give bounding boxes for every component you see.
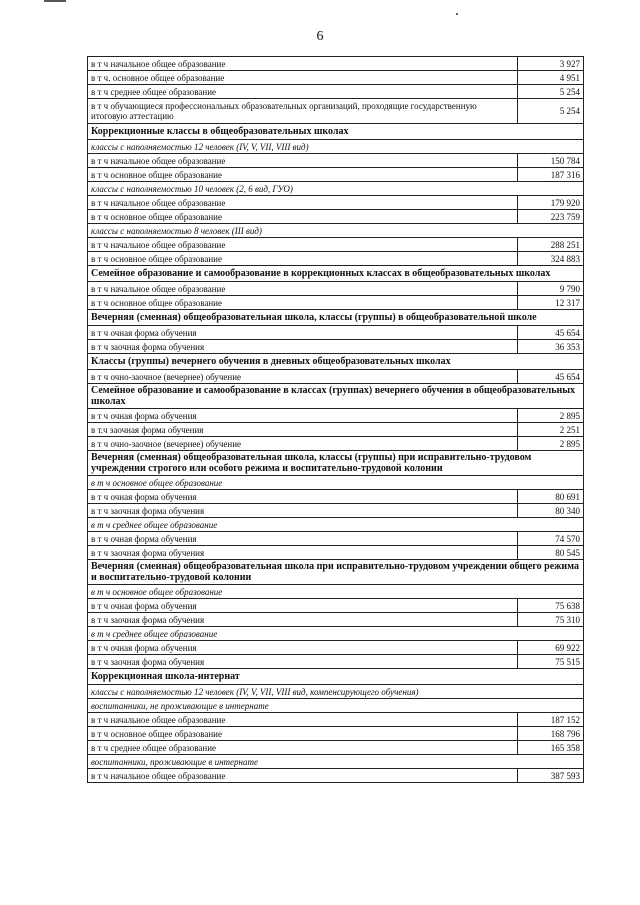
row-value: 75 638	[518, 599, 584, 613]
table-row	[88, 727, 584, 741]
subsection-label: классы с наполняемостью 10 человек (2, 6 вид, ГУО)	[88, 182, 584, 196]
subsection-label: в т ч среднее общее образование	[88, 518, 584, 532]
section-header-row	[88, 354, 584, 370]
table-row	[88, 196, 584, 210]
table-row	[88, 252, 584, 266]
section-title: Коррекционные классы в общеобразовательных школах	[88, 124, 584, 140]
table-row	[88, 546, 584, 560]
row-label: в т ч очная форма обучения	[88, 409, 518, 423]
subsection-row	[88, 140, 584, 154]
row-label: в т ч заочная форма обучения	[88, 546, 518, 560]
row-value: 36 353	[518, 340, 584, 354]
table-row	[88, 154, 584, 168]
section-title: Классы (группы) вечернего обучения в дневных общеобразовательных школах	[88, 354, 584, 370]
row-label: в т ч основное общее образование	[88, 210, 518, 224]
scan-mark	[44, 0, 66, 2]
subsection-label: в т ч основное общее образование	[88, 476, 584, 490]
row-label: в т ч очная форма обучения	[88, 599, 518, 613]
section-title: Вечерняя (сменная) общеобразовательная школа при исправительно-трудовом учреждении общего режима и воспитательно-трудовой колонии	[88, 560, 584, 585]
table-row	[88, 168, 584, 182]
subsection-row	[88, 699, 584, 713]
row-value: 80 691	[518, 490, 584, 504]
row-value: 168 796	[518, 727, 584, 741]
table-row	[88, 85, 584, 99]
subsection-row	[88, 518, 584, 532]
row-label: в т ч обучающиеся профессиональных образовательных организаций, проходящие государственную итоговую аттестацию	[88, 99, 518, 124]
row-value: 324 883	[518, 252, 584, 266]
table-row	[88, 340, 584, 354]
section-header-row	[88, 310, 584, 326]
row-label: в т ч заочная форма обучения	[88, 504, 518, 518]
cost-table	[87, 56, 584, 783]
row-label: в т ч начальное общее образование	[88, 713, 518, 727]
row-label: в т ч начальное общее образование	[88, 154, 518, 168]
subsection-label: классы с наполняемостью 8 человек (III вид)	[88, 224, 584, 238]
subsection-label: воспитанники, не проживающие в интернате	[88, 699, 584, 713]
section-title: Вечерняя (сменная) общеобразовательная школа, классы (группы) при исправительно-трудовом учреждении строгого или особого режима и воспитательно-трудовой колонии	[88, 451, 584, 476]
row-label: в т ч очная форма обучения	[88, 490, 518, 504]
row-value: 5 254	[518, 85, 584, 99]
subsection-row	[88, 182, 584, 196]
section-title: Вечерняя (сменная) общеобразовательная школа, классы (группы) в общеобразовательной школе	[88, 310, 584, 326]
row-label: в т ч среднее общее образование	[88, 85, 518, 99]
table-row	[88, 504, 584, 518]
table-row	[88, 282, 584, 296]
table-row	[88, 532, 584, 546]
row-value: 80 545	[518, 546, 584, 560]
subsection-label: классы с наполняемостью 12 человек (IV, V, VII, VIII вид)	[88, 140, 584, 154]
section-header-row	[88, 266, 584, 282]
section-title: Коррекционная школа-интернат	[88, 669, 584, 685]
section-header-row	[88, 451, 584, 476]
row-value: 2 251	[518, 423, 584, 437]
subsection-label: в т ч среднее общее образование	[88, 627, 584, 641]
row-value: 12 317	[518, 296, 584, 310]
row-label: в т ч заочная форма обучения	[88, 655, 518, 669]
row-label: в т.ч заочная форма обучения	[88, 423, 518, 437]
row-label: в т ч основное общее образование	[88, 168, 518, 182]
row-value: 4 951	[518, 71, 584, 85]
subsection-label: классы с наполняемостью 12 человек (IV, V, VII, VIII вид, компенсирующего обучения)	[88, 685, 584, 699]
table-row	[88, 613, 584, 627]
subsection-row	[88, 476, 584, 490]
table-row	[88, 370, 584, 384]
cost-table-body	[88, 57, 584, 783]
table-row	[88, 423, 584, 437]
table-row	[88, 599, 584, 613]
row-value: 5 254	[518, 99, 584, 124]
row-value: 165 358	[518, 741, 584, 755]
row-value: 387 593	[518, 769, 584, 783]
table-row	[88, 641, 584, 655]
row-value: 69 922	[518, 641, 584, 655]
row-label: в т ч основное общее образование	[88, 296, 518, 310]
table-row	[88, 57, 584, 71]
subsection-row	[88, 685, 584, 699]
row-value: 223 759	[518, 210, 584, 224]
row-label: в т ч начальное общее образование	[88, 57, 518, 71]
table-row	[88, 326, 584, 340]
row-value: 74 570	[518, 532, 584, 546]
row-value: 2 895	[518, 437, 584, 451]
row-value: 75 310	[518, 613, 584, 627]
row-label: в т ч очно-заочное (вечернее) обучение	[88, 370, 518, 384]
subsection-row	[88, 585, 584, 599]
subsection-row	[88, 627, 584, 641]
table-row	[88, 713, 584, 727]
subsection-row	[88, 755, 584, 769]
table-row	[88, 409, 584, 423]
table-row	[88, 71, 584, 85]
table-row	[88, 210, 584, 224]
row-label: в т ч очная форма обучения	[88, 641, 518, 655]
table-row	[88, 490, 584, 504]
table-row	[88, 741, 584, 755]
row-value: 80 340	[518, 504, 584, 518]
section-header-row	[88, 124, 584, 140]
row-value: 187 152	[518, 713, 584, 727]
subsection-row	[88, 224, 584, 238]
table-row	[88, 296, 584, 310]
row-label: в т ч очная форма обучения	[88, 326, 518, 340]
table-row	[88, 655, 584, 669]
section-header-row	[88, 560, 584, 585]
row-value: 2 895	[518, 409, 584, 423]
row-label: в т ч основное общее образование	[88, 727, 518, 741]
section-header-row	[88, 669, 584, 685]
row-value: 288 251	[518, 238, 584, 252]
row-value: 45 654	[518, 370, 584, 384]
row-value: 187 316	[518, 168, 584, 182]
row-label: в т ч среднее общее образование	[88, 741, 518, 755]
section-header-row	[88, 384, 584, 409]
row-label: в т ч начальное общее образование	[88, 196, 518, 210]
row-value: 75 515	[518, 655, 584, 669]
row-value: 9 790	[518, 282, 584, 296]
row-label: в т ч начальное общее образование	[88, 769, 518, 783]
section-title: Семейное образование и самообразование в коррекционных классах в общеобразовательных школах	[88, 266, 584, 282]
row-label: в т ч очно-заочное (вечернее) обучение	[88, 437, 518, 451]
subsection-label: в т ч основное общее образование	[88, 585, 584, 599]
row-label: в т ч заочная форма обучения	[88, 613, 518, 627]
scan-dot	[456, 13, 458, 15]
row-label: в т ч основное общее образование	[88, 252, 518, 266]
row-label: в т ч заочная форма обучения	[88, 340, 518, 354]
table-row	[88, 437, 584, 451]
row-label: в т ч начальное общее образование	[88, 282, 518, 296]
page-number: 6	[316, 29, 324, 44]
section-title: Семейное образование и самообразование в классах (группах) вечернего обучения в общеобразовательных школах	[88, 384, 584, 409]
row-value: 3 927	[518, 57, 584, 71]
table-row	[88, 99, 584, 124]
row-label: в т ч. основное общее образование	[88, 71, 518, 85]
row-label: в т ч очная форма обучения	[88, 532, 518, 546]
row-value: 45 654	[518, 326, 584, 340]
row-value: 179 920	[518, 196, 584, 210]
subsection-label: воспитанники, проживающие в интернате	[88, 755, 584, 769]
table-row	[88, 769, 584, 783]
row-label: в т ч начальное общее образование	[88, 238, 518, 252]
row-value: 150 784	[518, 154, 584, 168]
table-row	[88, 238, 584, 252]
